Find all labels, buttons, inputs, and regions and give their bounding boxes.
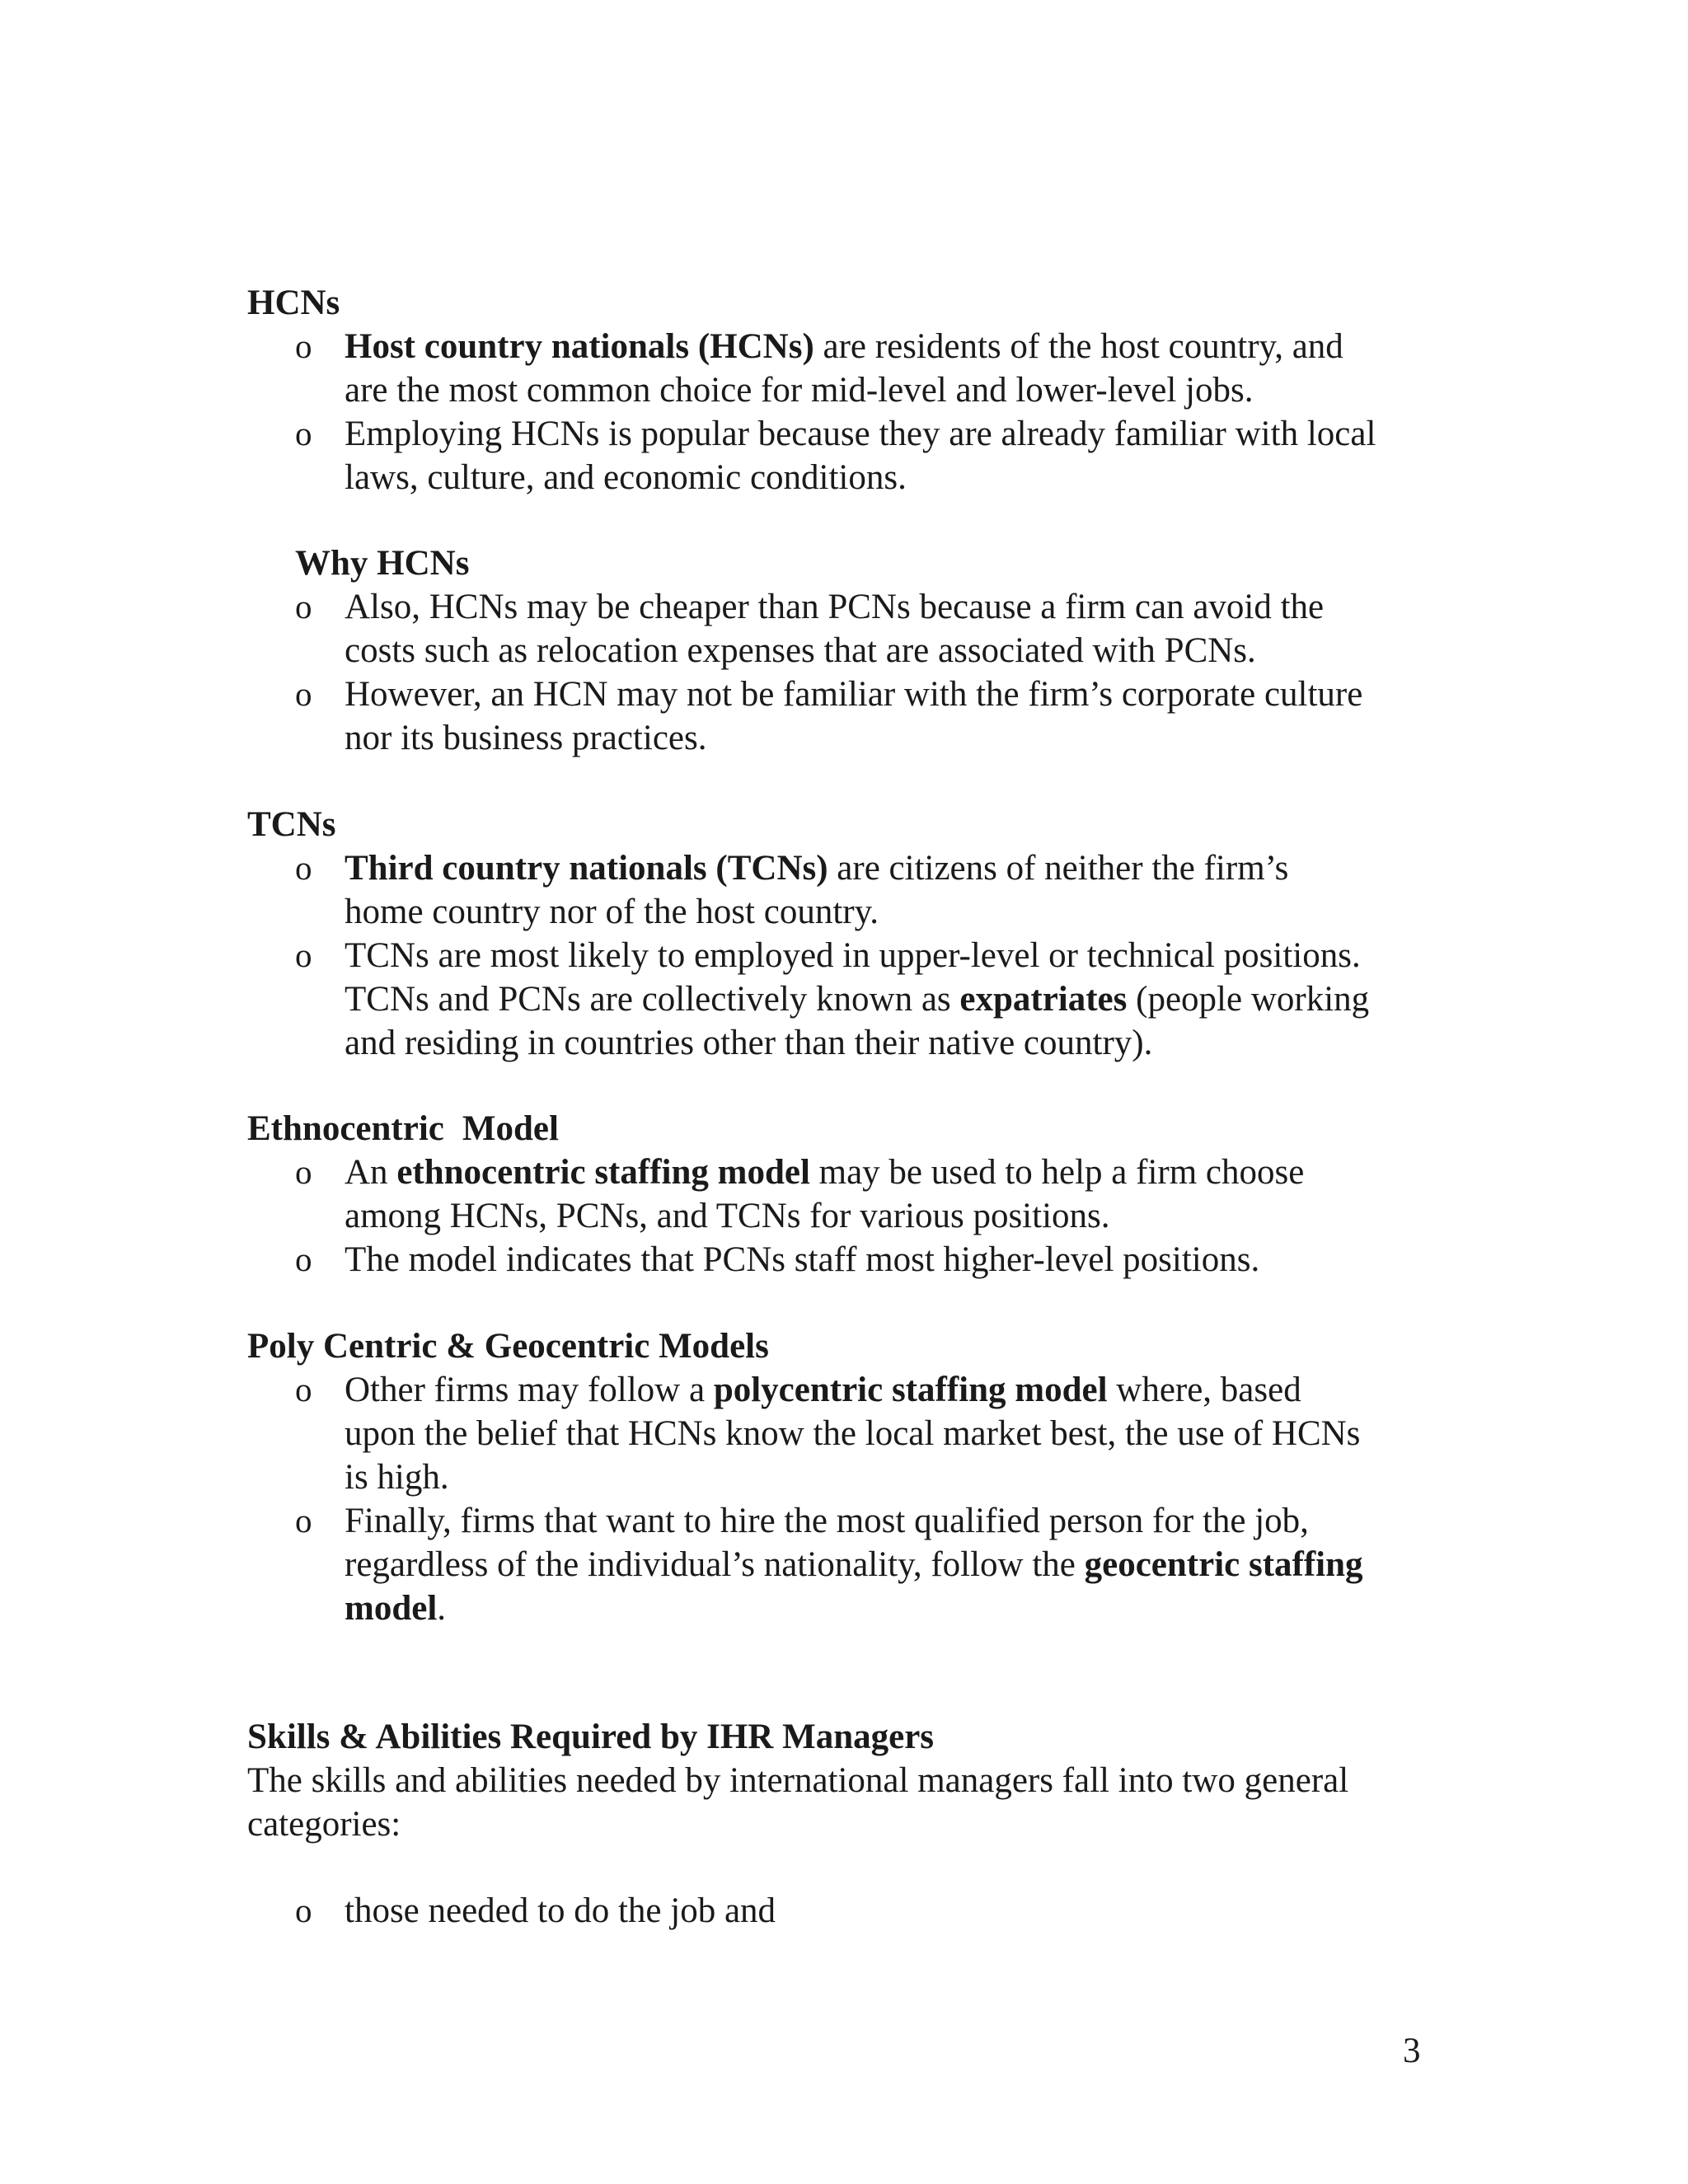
bullet-marker: o [295,415,312,452]
bullet-marker: o [295,675,312,713]
heading-hcns: HCNs [247,284,340,322]
text: upon the belief that HCNs know the local market best, the use of HCNs [345,1414,1361,1453]
text: However, an HCN may not be familiar with the firm’s corporate culture [345,675,1363,714]
heading-part: Model [462,1109,559,1148]
bullet-marker: o [295,327,312,365]
bullet-marker: o [295,1240,312,1278]
heading-why-hcns: Why HCNs [295,544,470,583]
term-geocentric-staffing: geocentric staffing [1084,1545,1363,1584]
heading-part: Ethnocentric [247,1109,444,1148]
text: is high. [345,1458,449,1497]
text: those needed to do the job and [345,1891,776,1930]
text: are citizens of neither the firm’s [828,849,1289,888]
term-ethnocentric-staffing-model: ethnocentric staffing model [396,1153,810,1192]
text: TCNs are most likely to employed in upper-level or technical positions. [345,936,1361,975]
heading-ethnocentric-model [247,1107,559,1151]
bullet-marker: o [295,1371,312,1408]
text: regardless of the individual’s nationality, follow the [345,1545,1085,1584]
text: Also, HCNs may be cheaper than PCNs because a firm can avoid the [345,588,1325,626]
text: (people working [1127,980,1370,1019]
text: where, based [1107,1371,1301,1409]
paragraph [247,1759,1434,1846]
text: Other firms may follow a [345,1371,714,1409]
text: The skills and abilities needed by international managers fall into two general [247,1761,1349,1800]
page-number: 3 [1403,2032,1421,2070]
term-model: model [345,1589,438,1628]
text: are residents of the host country, and [814,327,1343,366]
bullet-marker: o [295,849,312,887]
text: Finally, firms that want to hire the most qualified person for the job, [345,1502,1309,1540]
heading-skills-abilities: Skills & Abilities Required by IHR Managers [247,1718,935,1756]
text: among HCNs, PCNs, and TCNs for various positions. [345,1197,1110,1235]
bullet-marker: o [295,936,312,974]
text: An [345,1153,397,1192]
text: may be used to help a firm choose [809,1153,1305,1192]
bullet-marker: o [295,588,312,626]
text: TCNs and PCNs are collectively known as [345,980,960,1019]
text: laws, culture, and economic conditions. [345,458,907,497]
bullet-marker: o [295,1891,312,1929]
term-polycentric-staffing-model: polycentric staffing model [713,1371,1108,1409]
text: nor its business practices. [345,719,707,757]
text: are the most common choice for mid-level and lower-level jobs. [345,371,1254,410]
text: . [437,1589,447,1628]
heading-tcns: TCNs [247,805,336,844]
term-expatriates: expatriates [959,980,1128,1019]
term-hcns: Host country nationals (HCNs) [345,327,814,366]
text: The model indicates that PCNs staff most higher-level positions. [345,1240,1260,1279]
heading-poly-geo-models: Poly Centric & Geocentric Models [247,1327,769,1366]
text: Employing HCNs is popular because they are already familiar with local [345,415,1376,453]
text: and residing in countries other than their native country). [345,1024,1153,1062]
term-tcns: Third country nationals (TCNs) [345,849,828,888]
bullet-marker: o [295,1502,312,1540]
bullet-marker: o [295,1153,312,1191]
text: costs such as relocation expenses that are associated with PCNs. [345,631,1256,670]
text: home country nor of the host country. [345,893,879,931]
text: categories: [247,1805,401,1844]
